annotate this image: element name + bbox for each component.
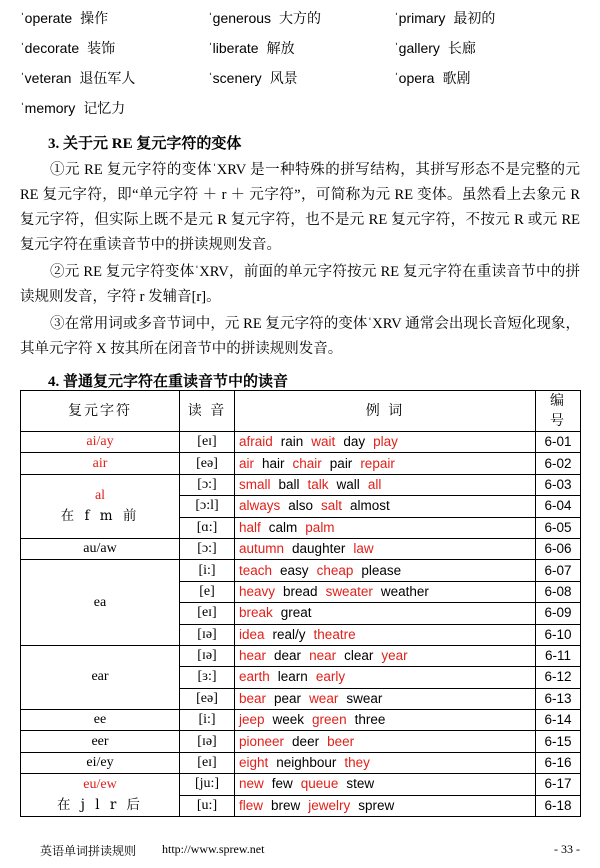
example-word: deer (292, 733, 320, 749)
table-row (21, 432, 581, 453)
example-word: great (280, 605, 312, 621)
footer-title: 英语单词拼读规则 (40, 844, 137, 858)
example-word: play (373, 434, 398, 450)
example-word: new (239, 776, 264, 792)
spelling-label: ear (91, 669, 109, 685)
example-word: small (239, 476, 271, 492)
example-words-cell (235, 474, 536, 495)
footer-url[interactable]: http://www.sprew.net (162, 842, 265, 856)
example-word: green (312, 712, 347, 728)
code-cell: 6-12 (536, 667, 581, 688)
vocab-item: ˈprimary 最初的 (394, 10, 496, 27)
vocab-item: ˈgallery 长廊 (394, 40, 476, 57)
pronunciation-cell: [ɔ:] (180, 474, 235, 495)
spelling-label: ai/ay (86, 434, 114, 450)
example-word: pair (329, 455, 353, 471)
table-row (21, 453, 581, 474)
vocab-row (20, 66, 580, 96)
example-word: wear (309, 690, 339, 706)
example-word: air (239, 455, 255, 471)
example-word: bread (283, 583, 318, 599)
spelling-label: air (92, 455, 108, 471)
example-word: also (288, 498, 314, 514)
table-body (21, 432, 581, 817)
example-word: half (239, 519, 261, 535)
example-word: idea (239, 626, 265, 642)
example-word: few (271, 776, 293, 792)
example-word: brew (271, 797, 301, 813)
pronunciation-cell: [ɜ:] (180, 667, 235, 688)
vocab-row (20, 96, 580, 126)
spelling-label: eer (91, 733, 109, 749)
example-word: always (239, 498, 281, 514)
vocab-item: ˈoperate 操作 (20, 10, 109, 27)
pronunciation-cell: [ɪə] (180, 731, 235, 752)
spelling-label: ee (93, 712, 107, 728)
example-word: eight (239, 755, 269, 771)
pronunciation-cell: [e] (180, 581, 235, 602)
header-code: 编 号 (536, 391, 581, 432)
spelling-note: 在 f m 前 (60, 508, 140, 525)
example-word: weather (380, 583, 429, 599)
example-word: hear (239, 648, 267, 664)
example-word: almost (350, 498, 390, 514)
code-cell: 6-14 (536, 710, 581, 731)
example-word: early (315, 669, 346, 685)
table-row (21, 752, 581, 773)
example-word: jeep (239, 712, 265, 728)
example-word: three (354, 712, 386, 728)
spelling-cell (21, 752, 180, 773)
example-words-cell (235, 432, 536, 453)
vocab-item: ˈliberate 解放 (208, 40, 295, 57)
example-word: earth (239, 669, 270, 685)
code-cell: 6-09 (536, 603, 581, 624)
table-row (21, 710, 581, 731)
example-words-cell (235, 560, 536, 581)
example-word: daughter (292, 541, 346, 557)
spelling-cell (21, 474, 180, 538)
table-row (21, 731, 581, 752)
example-word: swear (346, 690, 383, 706)
example-word: palm (305, 519, 335, 535)
example-word: teach (239, 562, 273, 578)
vowel-combination-table (20, 390, 581, 817)
vocab-item: ˈdecorate 装饰 (20, 40, 116, 57)
section-3-heading: 3. 关于元 RE 复元字符的变体 (48, 136, 242, 152)
code-cell: 6-11 (536, 645, 581, 666)
example-words-cell (235, 667, 536, 688)
table-row (21, 774, 581, 795)
spelling-note: 在 j l r 后 (56, 797, 144, 814)
example-words-cell (235, 453, 536, 474)
example-word: day (343, 434, 366, 450)
pronunciation-cell: [eə] (180, 688, 235, 709)
example-word: salt (321, 498, 343, 514)
pronunciation-cell: [ɪə] (180, 645, 235, 666)
example-word: law (353, 541, 374, 557)
example-word: rain (280, 434, 304, 450)
section-4-heading: 4. 普通复元字符在重读音节中的读音 (48, 374, 289, 390)
example-word: theatre (313, 626, 356, 642)
example-word: real/y (272, 626, 306, 642)
code-cell: 6-02 (536, 453, 581, 474)
example-word: break (239, 605, 273, 621)
example-word: wait (311, 434, 336, 450)
example-word: clear (344, 648, 374, 664)
code-cell: 6-06 (536, 538, 581, 559)
example-word: pear (274, 690, 302, 706)
example-word: afraid (239, 434, 273, 450)
vocab-row (20, 6, 580, 36)
table-row (21, 560, 581, 581)
code-cell: 6-18 (536, 795, 581, 816)
example-word: near (309, 648, 337, 664)
example-words-cell (235, 624, 536, 645)
pronunciation-cell: [eə] (180, 453, 235, 474)
vocab-item: ˈmemory 记忆力 (20, 100, 126, 117)
table-row (21, 474, 581, 495)
table-row (21, 538, 581, 559)
example-words-cell (235, 581, 536, 602)
example-word: pioneer (239, 733, 285, 749)
example-words-cell (235, 645, 536, 666)
vocab-row (20, 36, 580, 66)
spelling-cell (21, 453, 180, 474)
spelling-cell (21, 645, 180, 709)
example-word: year (381, 648, 408, 664)
example-word: chair (292, 455, 322, 471)
spelling-cell (21, 432, 180, 453)
example-word: wall (336, 476, 360, 492)
example-word: stew (346, 776, 375, 792)
code-cell: 6-01 (536, 432, 581, 453)
example-word: hair (262, 455, 285, 471)
vocab-item: ˈopera 歌剧 (394, 70, 471, 87)
pronunciation-cell: [ɔ:] (180, 538, 235, 559)
spelling-cell (21, 710, 180, 731)
code-cell: 6-08 (536, 581, 581, 602)
spelling-cell (21, 538, 180, 559)
example-word: week (272, 712, 305, 728)
vocab-item: ˈscenery 风景 (208, 70, 298, 87)
spelling-label: eu/ew (83, 777, 117, 793)
example-word: all (367, 476, 382, 492)
pronunciation-cell: [u:] (180, 795, 235, 816)
pronunciation-cell: [ɑ:] (180, 517, 235, 538)
code-cell: 6-07 (536, 560, 581, 581)
example-words-cell (235, 795, 536, 816)
example-word: queue (300, 776, 339, 792)
code-cell: 6-04 (536, 496, 581, 517)
code-cell: 6-03 (536, 474, 581, 495)
pronunciation-cell: [ɔ:l] (180, 496, 235, 517)
pronunciation-cell: [eɪ] (180, 752, 235, 773)
code-cell: 6-05 (536, 517, 581, 538)
example-word: repair (360, 455, 395, 471)
example-words-cell (235, 774, 536, 795)
example-word: please (361, 562, 402, 578)
example-word: easy (280, 562, 309, 578)
spelling-cell (21, 774, 180, 817)
example-word: ball (278, 476, 300, 492)
vocab-list (20, 6, 580, 126)
example-words-cell (235, 688, 536, 709)
spelling-label: al (94, 488, 106, 504)
pronunciation-cell: [eɪ] (180, 603, 235, 624)
pronunciation-cell: [i:] (180, 710, 235, 731)
example-word: talk (307, 476, 329, 492)
header-pronunciation: 读 音 (180, 391, 235, 432)
example-words-cell (235, 603, 536, 624)
example-words-cell (235, 752, 536, 773)
code-cell: 6-15 (536, 731, 581, 752)
vocab-item: ˈveteran 退伍军人 (20, 70, 136, 87)
section-3-paragraph-1: ①元 RE 复元字符的变体ˈXRV 是一种特殊的拼写结构，其拼写形态不是完整的元 RE 复元字符，即“单元字符 ＋ r ＋ 元字符”，可简称为元 RE 变体。虽然看上去象元 R 复元字符，但实际上既不是元 R 复元字符，也不是元 RE 复元字符，不按元 R 或元 RE 复元字符在重读音节中的拼读规则发音。 (20, 162, 580, 253)
page-number: - 33 - (554, 842, 580, 856)
pronunciation-cell: [ju:] (180, 774, 235, 795)
example-words-cell (235, 517, 536, 538)
code-cell: 6-16 (536, 752, 581, 773)
spelling-label: ei/ey (86, 755, 114, 771)
example-word: cheap (316, 562, 354, 578)
table-row (21, 645, 581, 666)
example-word: dear (274, 648, 302, 664)
table-header-row (21, 391, 581, 432)
spelling-cell (21, 560, 180, 646)
example-word: learn (277, 669, 308, 685)
example-word: jewelry (308, 797, 351, 813)
header-examples: 例 词 (235, 391, 536, 432)
vocab-item: ˈgenerous 大方的 (208, 10, 322, 27)
code-cell: 6-17 (536, 774, 581, 795)
pronunciation-cell: [i:] (180, 560, 235, 581)
spelling-label: ea (93, 594, 107, 610)
code-cell: 6-13 (536, 688, 581, 709)
pronunciation-cell: [ɪə] (180, 624, 235, 645)
example-word: beer (327, 733, 355, 749)
example-word: sweater (325, 583, 373, 599)
spelling-label: au/aw (83, 541, 117, 557)
example-word: they (344, 755, 370, 771)
example-words-cell (235, 731, 536, 752)
example-word: neighbour (276, 755, 337, 771)
example-words-cell (235, 710, 536, 731)
spelling-cell (21, 731, 180, 752)
example-word: calm (268, 519, 298, 535)
example-words-cell (235, 538, 536, 559)
header-spelling: 复元字符 (21, 391, 180, 432)
section-3-paragraph-2: ②元 RE 复元字符变体ˈXRV，前面的单元字符按元 RE 复元字符在重读音节中的拼读规则发音，字符 r 发辅音[r]。 (20, 264, 580, 305)
example-word: heavy (239, 583, 276, 599)
example-word: sprew (358, 797, 395, 813)
pronunciation-cell: [eɪ] (180, 432, 235, 453)
example-words-cell (235, 496, 536, 517)
example-word: bear (239, 690, 267, 706)
example-word: flew (239, 797, 264, 813)
example-word: autumn (239, 541, 285, 557)
section-3-paragraph-3: ③在常用词或多音节词中，元 RE 复元字符的变体ˈXRV 通常会出现长音短化现象，其单元字符 X 按其所在闭音节中的拼读规则发音。 (20, 316, 580, 357)
code-cell: 6-10 (536, 624, 581, 645)
